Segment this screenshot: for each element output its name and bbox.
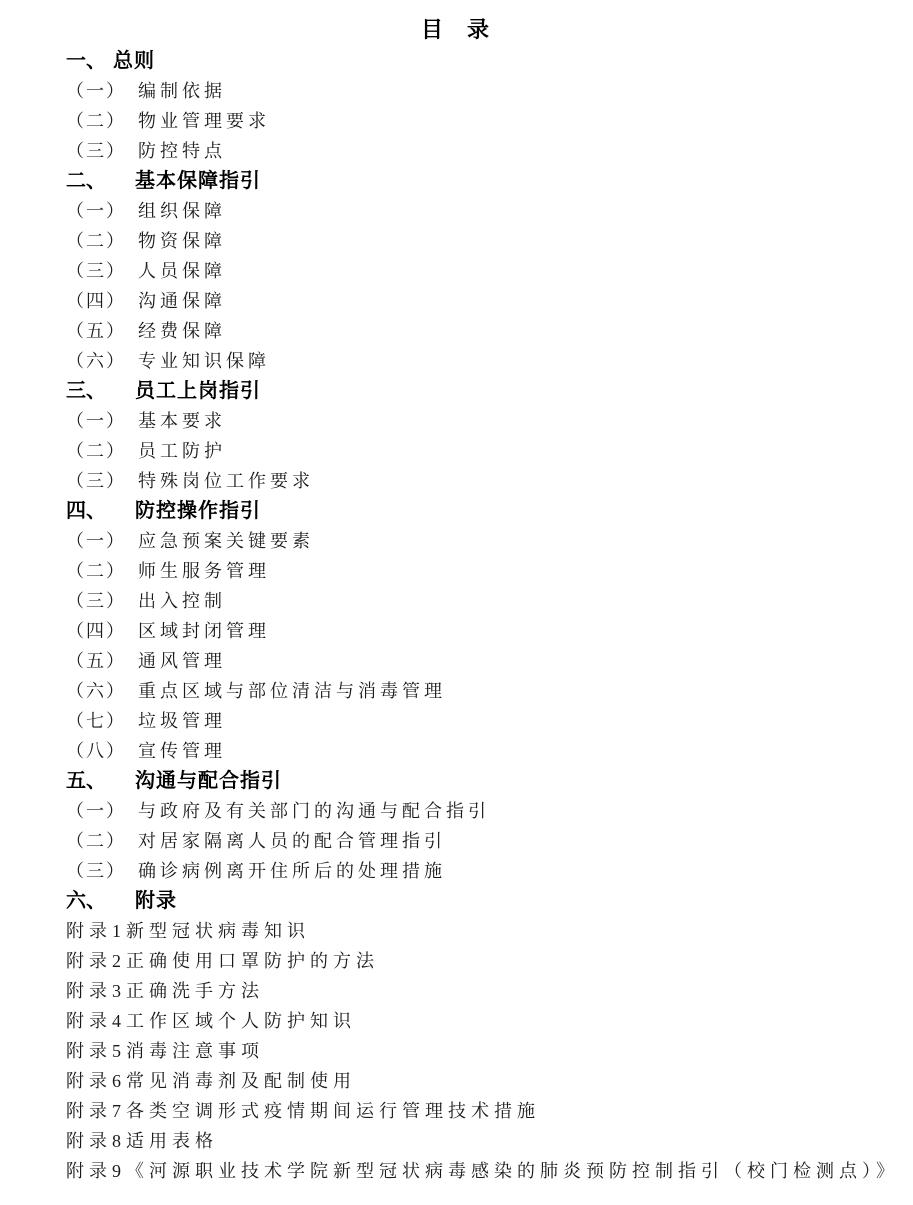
toc-item-text: 重点区域与部位清洁与消毒管理: [138, 681, 446, 701]
toc-item-text: 人员保障: [138, 261, 226, 281]
toc-item-label: （七）: [66, 711, 126, 731]
toc-item: [66, 646, 883, 676]
section-number: 六、: [66, 890, 106, 912]
toc-item: [66, 286, 883, 316]
toc-item: [66, 226, 883, 256]
toc-item-text: 确诊病例离开住所后的处理措施: [138, 861, 446, 881]
toc-item-text: 物资保障: [138, 231, 226, 251]
toc-item-label: （六）: [66, 681, 126, 701]
toc-item-label: （一）: [66, 801, 126, 821]
toc-item: [66, 406, 883, 436]
section-title: 附录: [135, 890, 177, 912]
section-heading-1: [66, 46, 883, 76]
section-title: 防控操作指引: [135, 500, 261, 522]
toc-item-label: （二）: [66, 231, 126, 251]
toc-item-label: （三）: [66, 261, 126, 281]
toc-item: [66, 76, 883, 106]
toc-item: [66, 556, 883, 586]
toc-item-text: 物业管理要求: [138, 111, 270, 131]
toc-item-label: （三）: [66, 591, 126, 611]
section-title: 基本保障指引: [135, 170, 261, 192]
toc-item-text: 应急预案关键要素: [138, 531, 314, 551]
toc-item-text: 员工防护: [138, 441, 226, 461]
toc-item-text: 编制依据: [138, 81, 226, 101]
section-heading-2: [66, 166, 883, 196]
toc-item-text: 师生服务管理: [138, 561, 270, 581]
toc-item-label: （一）: [66, 411, 126, 431]
section-heading-4: [66, 496, 883, 526]
toc-item: [66, 196, 883, 226]
toc-item-label: （五）: [66, 321, 126, 341]
appendix-item-3: 附录3正确洗手方法: [66, 981, 264, 1001]
appendix-item-7: 附录7各类空调形式疫情期间运行管理技术措施: [66, 1101, 540, 1121]
toc-list: [66, 46, 899, 1186]
toc-item-label: （八）: [66, 741, 126, 761]
appendix-item-4: 附录4工作区域个人防护知识: [66, 1011, 356, 1031]
section-heading-5: [66, 766, 883, 796]
toc-item-label: （三）: [66, 471, 126, 491]
toc-item-text: 区域封闭管理: [138, 621, 270, 641]
section-number: 三、: [66, 380, 106, 402]
appendix-item-1: 附录1新型冠状病毒知识: [66, 921, 310, 941]
toc-item-label: （三）: [66, 861, 126, 881]
toc-item: [66, 316, 883, 346]
appendix-item-8: 附录8适用表格: [66, 1131, 218, 1151]
toc-item-label: （一）: [66, 81, 126, 101]
toc-item-label: （四）: [66, 621, 126, 641]
toc-item-text: 特殊岗位工作要求: [138, 471, 314, 491]
appendix-item-2: 附录2正确使用口罩防护的方法: [66, 951, 379, 971]
toc-item-label: （二）: [66, 561, 126, 581]
toc-item: [66, 616, 883, 646]
toc-item-text: 出入控制: [138, 591, 226, 611]
section-number: 一、: [66, 50, 106, 72]
toc-item-label: （一）: [66, 201, 126, 221]
toc-item-label: （一）: [66, 531, 126, 551]
toc-item-label: （六）: [66, 351, 126, 371]
toc-item: [66, 736, 883, 766]
appendix-item-6: 附录6常见消毒剂及配制使用: [66, 1071, 356, 1091]
toc-item: [66, 106, 883, 136]
toc-item-label: （二）: [66, 831, 126, 851]
toc-item-label: （四）: [66, 291, 126, 311]
toc-item-text: 对居家隔离人员的配合管理指引: [138, 831, 446, 851]
appendix-item-5: 附录5消毒注意事项: [66, 1041, 264, 1061]
toc-item-text: 经费保障: [138, 321, 226, 341]
toc-item-text: 防控特点: [138, 141, 226, 161]
toc-item: [66, 526, 883, 556]
toc-item: [66, 796, 883, 826]
toc-item-label: （五）: [66, 651, 126, 671]
toc-item-text: 组织保障: [138, 201, 226, 221]
toc-item-text: 基本要求: [138, 411, 226, 431]
toc-item: [66, 706, 883, 736]
toc-item-text: 与政府及有关部门的沟通与配合指引: [138, 801, 490, 821]
toc-item: [66, 586, 883, 616]
toc-item: [66, 826, 883, 856]
toc-item-text: 专业知识保障: [138, 351, 270, 371]
toc-item-text: 垃圾管理: [138, 711, 226, 731]
page-title: 目 录: [420, 17, 499, 42]
toc-item: [66, 436, 883, 466]
section-number: 四、: [66, 500, 106, 522]
toc-item-text: 沟通保障: [138, 291, 226, 311]
toc-item: [66, 256, 883, 286]
section-title: 总则: [113, 50, 155, 72]
toc-item-text: 通风管理: [138, 651, 226, 671]
toc-item-label: （二）: [66, 441, 126, 461]
section-number: 五、: [66, 770, 106, 792]
section-heading-6: [66, 886, 883, 916]
toc-item: [66, 856, 883, 886]
appendix-item-9: 附录9《河源职业技术学院新型冠状病毒感染的肺炎预防控制指引（校门检测点）》: [66, 1161, 899, 1181]
toc-item-text: 宣传管理: [138, 741, 226, 761]
section-heading-3: [66, 376, 883, 406]
section-title: 沟通与配合指引: [135, 770, 282, 792]
toc-item: [66, 466, 883, 496]
toc-item: [66, 676, 883, 706]
toc-item-label: （三）: [66, 141, 126, 161]
section-title: 员工上岗指引: [135, 380, 261, 402]
toc-item: [66, 136, 883, 166]
section-number: 二、: [66, 170, 106, 192]
toc-item: [66, 346, 883, 376]
toc-item-label: （二）: [66, 111, 126, 131]
